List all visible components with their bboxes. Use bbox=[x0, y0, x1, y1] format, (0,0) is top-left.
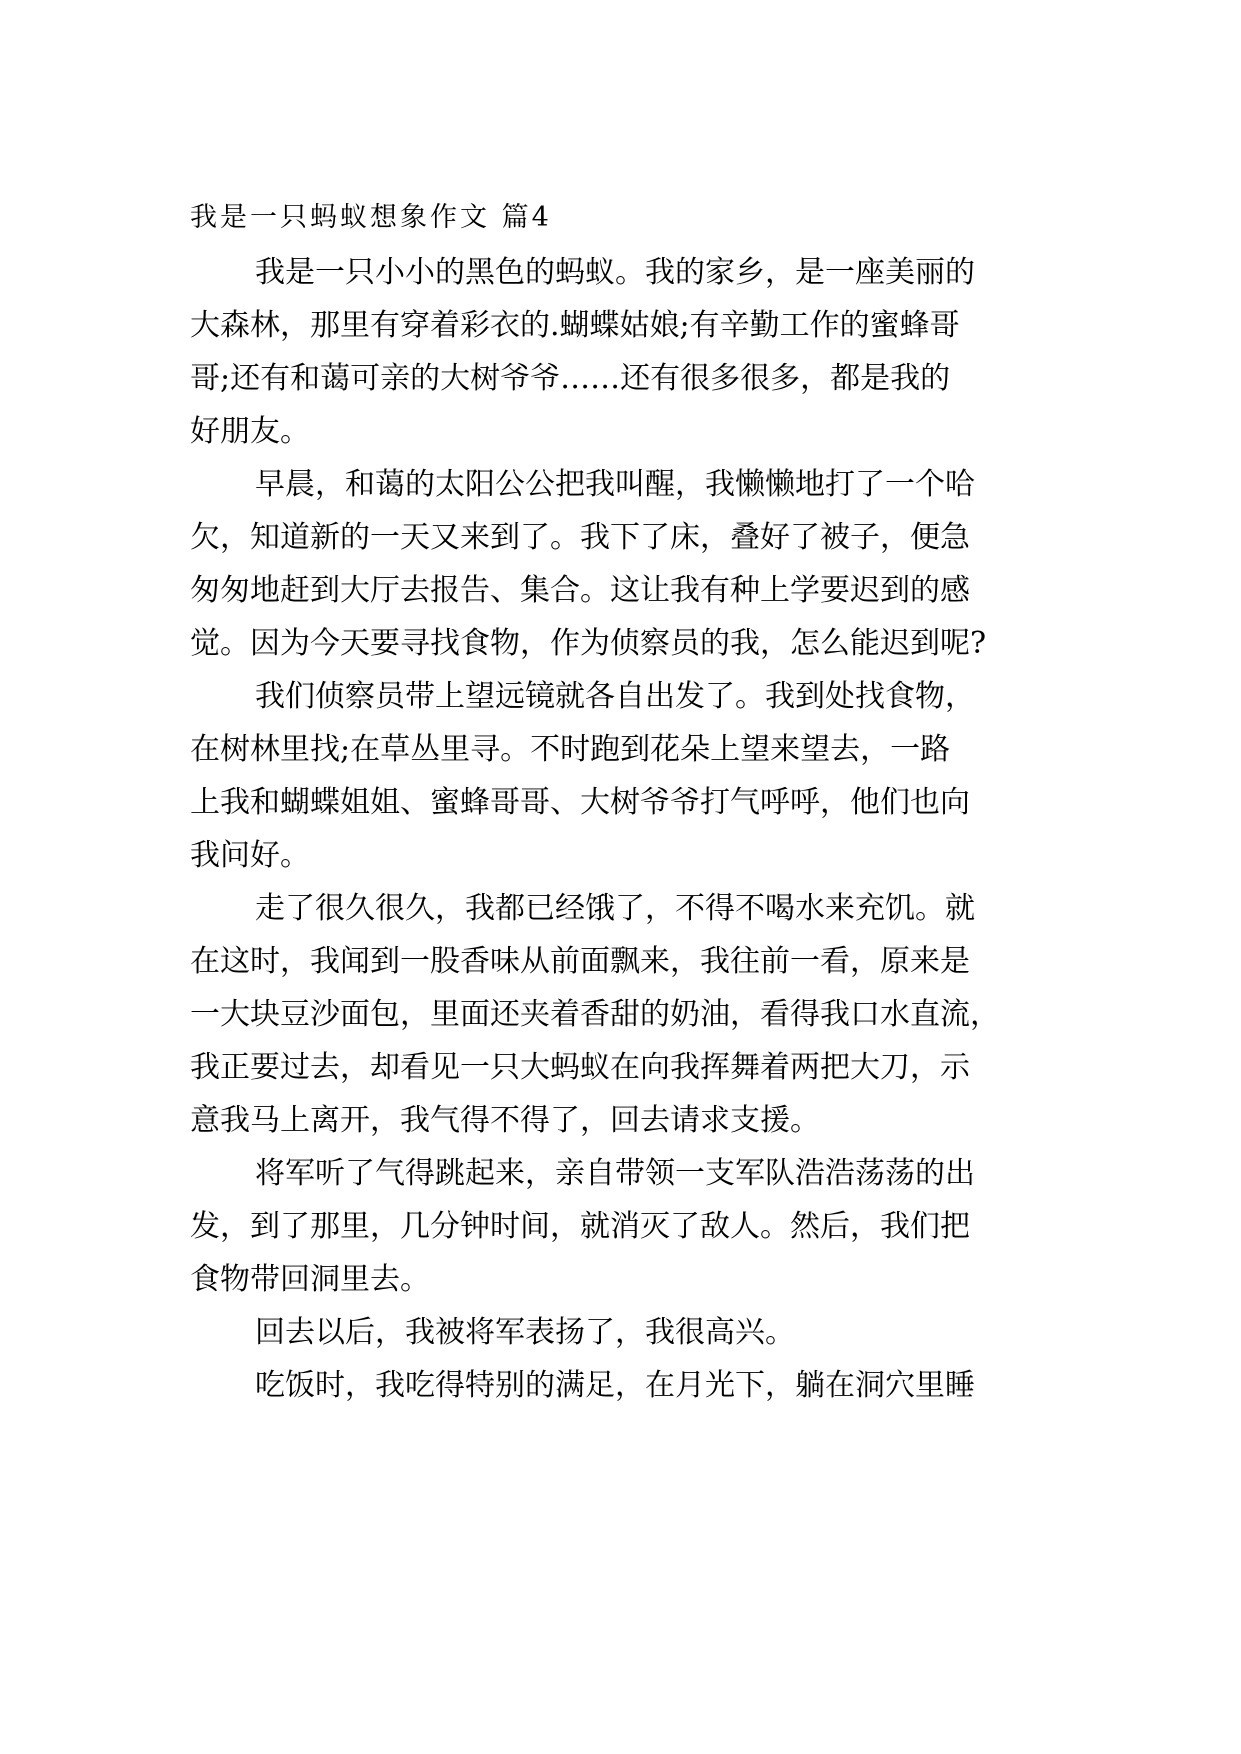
text-line: 意我马上离开，我气得不得了，回去请求支援。 bbox=[190, 1103, 820, 1138]
text-line: 我问好。 bbox=[190, 838, 310, 873]
text-line: 觉。因为今天要寻找食物，作为侦察员的我，怎么能迟到呢? bbox=[190, 626, 987, 661]
document-title: 我是一只蚂蚁想象作文 篇4 bbox=[190, 202, 552, 233]
text-line: 匆匆地赶到大厅去报告、集合。这让我有种上学要迟到的感 bbox=[190, 573, 970, 608]
text-line: 将军听了气得跳起来，亲自带领一支军队浩浩荡荡的出 bbox=[255, 1156, 975, 1191]
text-line: 我是一只小小的黑色的蚂蚁。我的家乡，是一座美丽的 bbox=[255, 255, 975, 290]
text-line: 在这时，我闻到一股香味从前面飘来，我往前一看，原来是 bbox=[190, 944, 970, 979]
text-line: 吃饭时，我吃得特别的满足，在月光下，躺在洞穴里睡 bbox=[255, 1368, 975, 1403]
text-line: 好朋友。 bbox=[190, 414, 310, 449]
text-line: 发，到了那里，几分钟时间，就消灭了敌人。然后，我们把 bbox=[190, 1209, 970, 1244]
text-line: 在树林里找;在草丛里寻。不时跑到花朵上望来望去，一路 bbox=[190, 732, 951, 767]
text-line: 我们侦察员带上望远镜就各自出发了。我到处找食物， bbox=[255, 679, 975, 714]
text-line: 哥;还有和蔼可亲的大树爷爷……还有很多很多，都是我的 bbox=[190, 361, 951, 396]
text-line: 一大块豆沙面包，里面还夹着香甜的奶油，看得我口水直流， bbox=[190, 997, 1000, 1032]
text-line: 我正要过去，却看见一只大蚂蚁在向我挥舞着两把大刀，示 bbox=[190, 1050, 970, 1085]
text-line: 早晨，和蔼的太阳公公把我叫醒，我懒懒地打了一个哈 bbox=[255, 467, 975, 502]
text-line: 上我和蝴蝶姐姐、蜜蜂哥哥、大树爷爷打气呼呼，他们也向 bbox=[190, 785, 970, 820]
text-line: 走了很久很久，我都已经饿了，不得不喝水来充饥。就 bbox=[255, 891, 975, 926]
text-line: 欠，知道新的一天又来到了。我下了床，叠好了被子，便急 bbox=[190, 520, 970, 555]
text-line: 回去以后，我被将军表扬了，我很高兴。 bbox=[255, 1315, 795, 1350]
text-line: 大森林，那里有穿着彩衣的.蝴蝶姑娘;有辛勤工作的蜜蜂哥 bbox=[190, 308, 960, 343]
text-line: 食物带回洞里去。 bbox=[190, 1262, 430, 1297]
